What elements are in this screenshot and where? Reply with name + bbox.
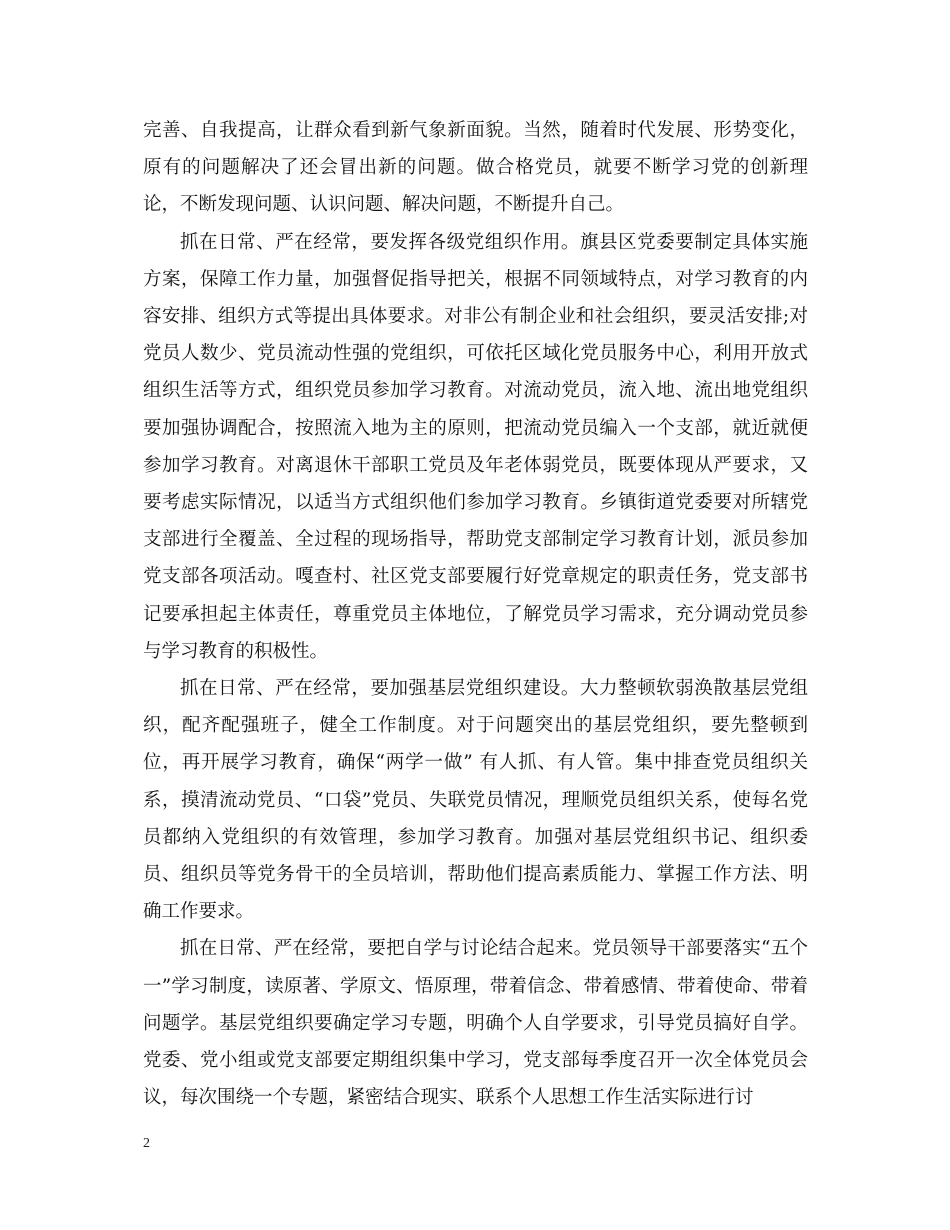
- paragraph-continued: 完善、自我提高，让群众看到新气象新面貌。当然，随着时代发展、形势变化，原有的问题解决了还会冒出新的问题。做合格党员，就要不断学习党的创新理论，不断发现问题、认识问题、解决问题，不断提升自己。: [143, 120, 808, 216]
- document-body: [143, 112, 808, 1116]
- paragraph-party-organizations: 抓在日常、严在经常，要发挥各级党组织作用。旗县区党委要制定具体实施方案，保障工作力量，加强督促指导把关，根据不同领域特点，对学习教育的内容安排、组织方式等提出具体要求。对非公有制企业和社会组织，要灵活安排;对党员人数少、党员流动性强的党组织，可依托区域化党员服务中心，利用开放式组织生活等方式，组织党员参加学习教育。对流动党员，流入地、流出地党组织要加强协调配合，按照流入地为主的原则，把流动党员编入一个支部，就近就便参加学习教育。对离退休干部职工党员及年老体弱党员，既要体现从严要求，又要考虑实际情况，以适当方式组织他们参加学习教育。乡镇街道党委要对所辖党支部进行全覆盖、全过程的现场指导，帮助党支部制定学习教育计划，派员参加党支部各项活动。嘎查村、社区党支部要履行好党章规定的职责任务，党支部书记要承担起主体责任，尊重党员主体地位，了解党员学习需求，充分调动党员参与学习教育的积极性。: [143, 231, 808, 662]
- paragraph-self-study: 抓在日常、严在经常，要把自学与讨论结合起来。党员领导干部要落实“五个一”学习制度，读原著、学原文、悟原理，带着信念、带着感情、带着使命、带着问题学。基层党组织要确定学习专题，明确个人自学要求，引导党员搞好自学。党委、党小组或党支部要定期组织集中学习，党支部每季度召开一次全体党员会议，每次围绕一个专题，紧密结合现实、联系个人思想工作生活实际进行讨: [143, 938, 808, 1109]
- paragraph-grassroots-building: 抓在日常、严在经常，要加强基层党组织建设。大力整顿软弱涣散基层党组织，配齐配强班子，健全工作制度。对于问题突出的基层党组织，要先整顿到位，再开展学习教育，确保“两学一做” 有人抓、有人管。集中排查党员组织关系，摸清流动党员、“口袋”党员、失联党员情况，理顺党员组织关系，使每名党员都纳入党组织的有效管理，参加学习教育。加强对基层党组织书记、组织委员、组织员等党务骨干的全员培训，帮助他们提高素质能力、掌握工作方法、明确工作要求。: [143, 678, 808, 923]
- page-number: 2: [143, 1136, 150, 1151]
